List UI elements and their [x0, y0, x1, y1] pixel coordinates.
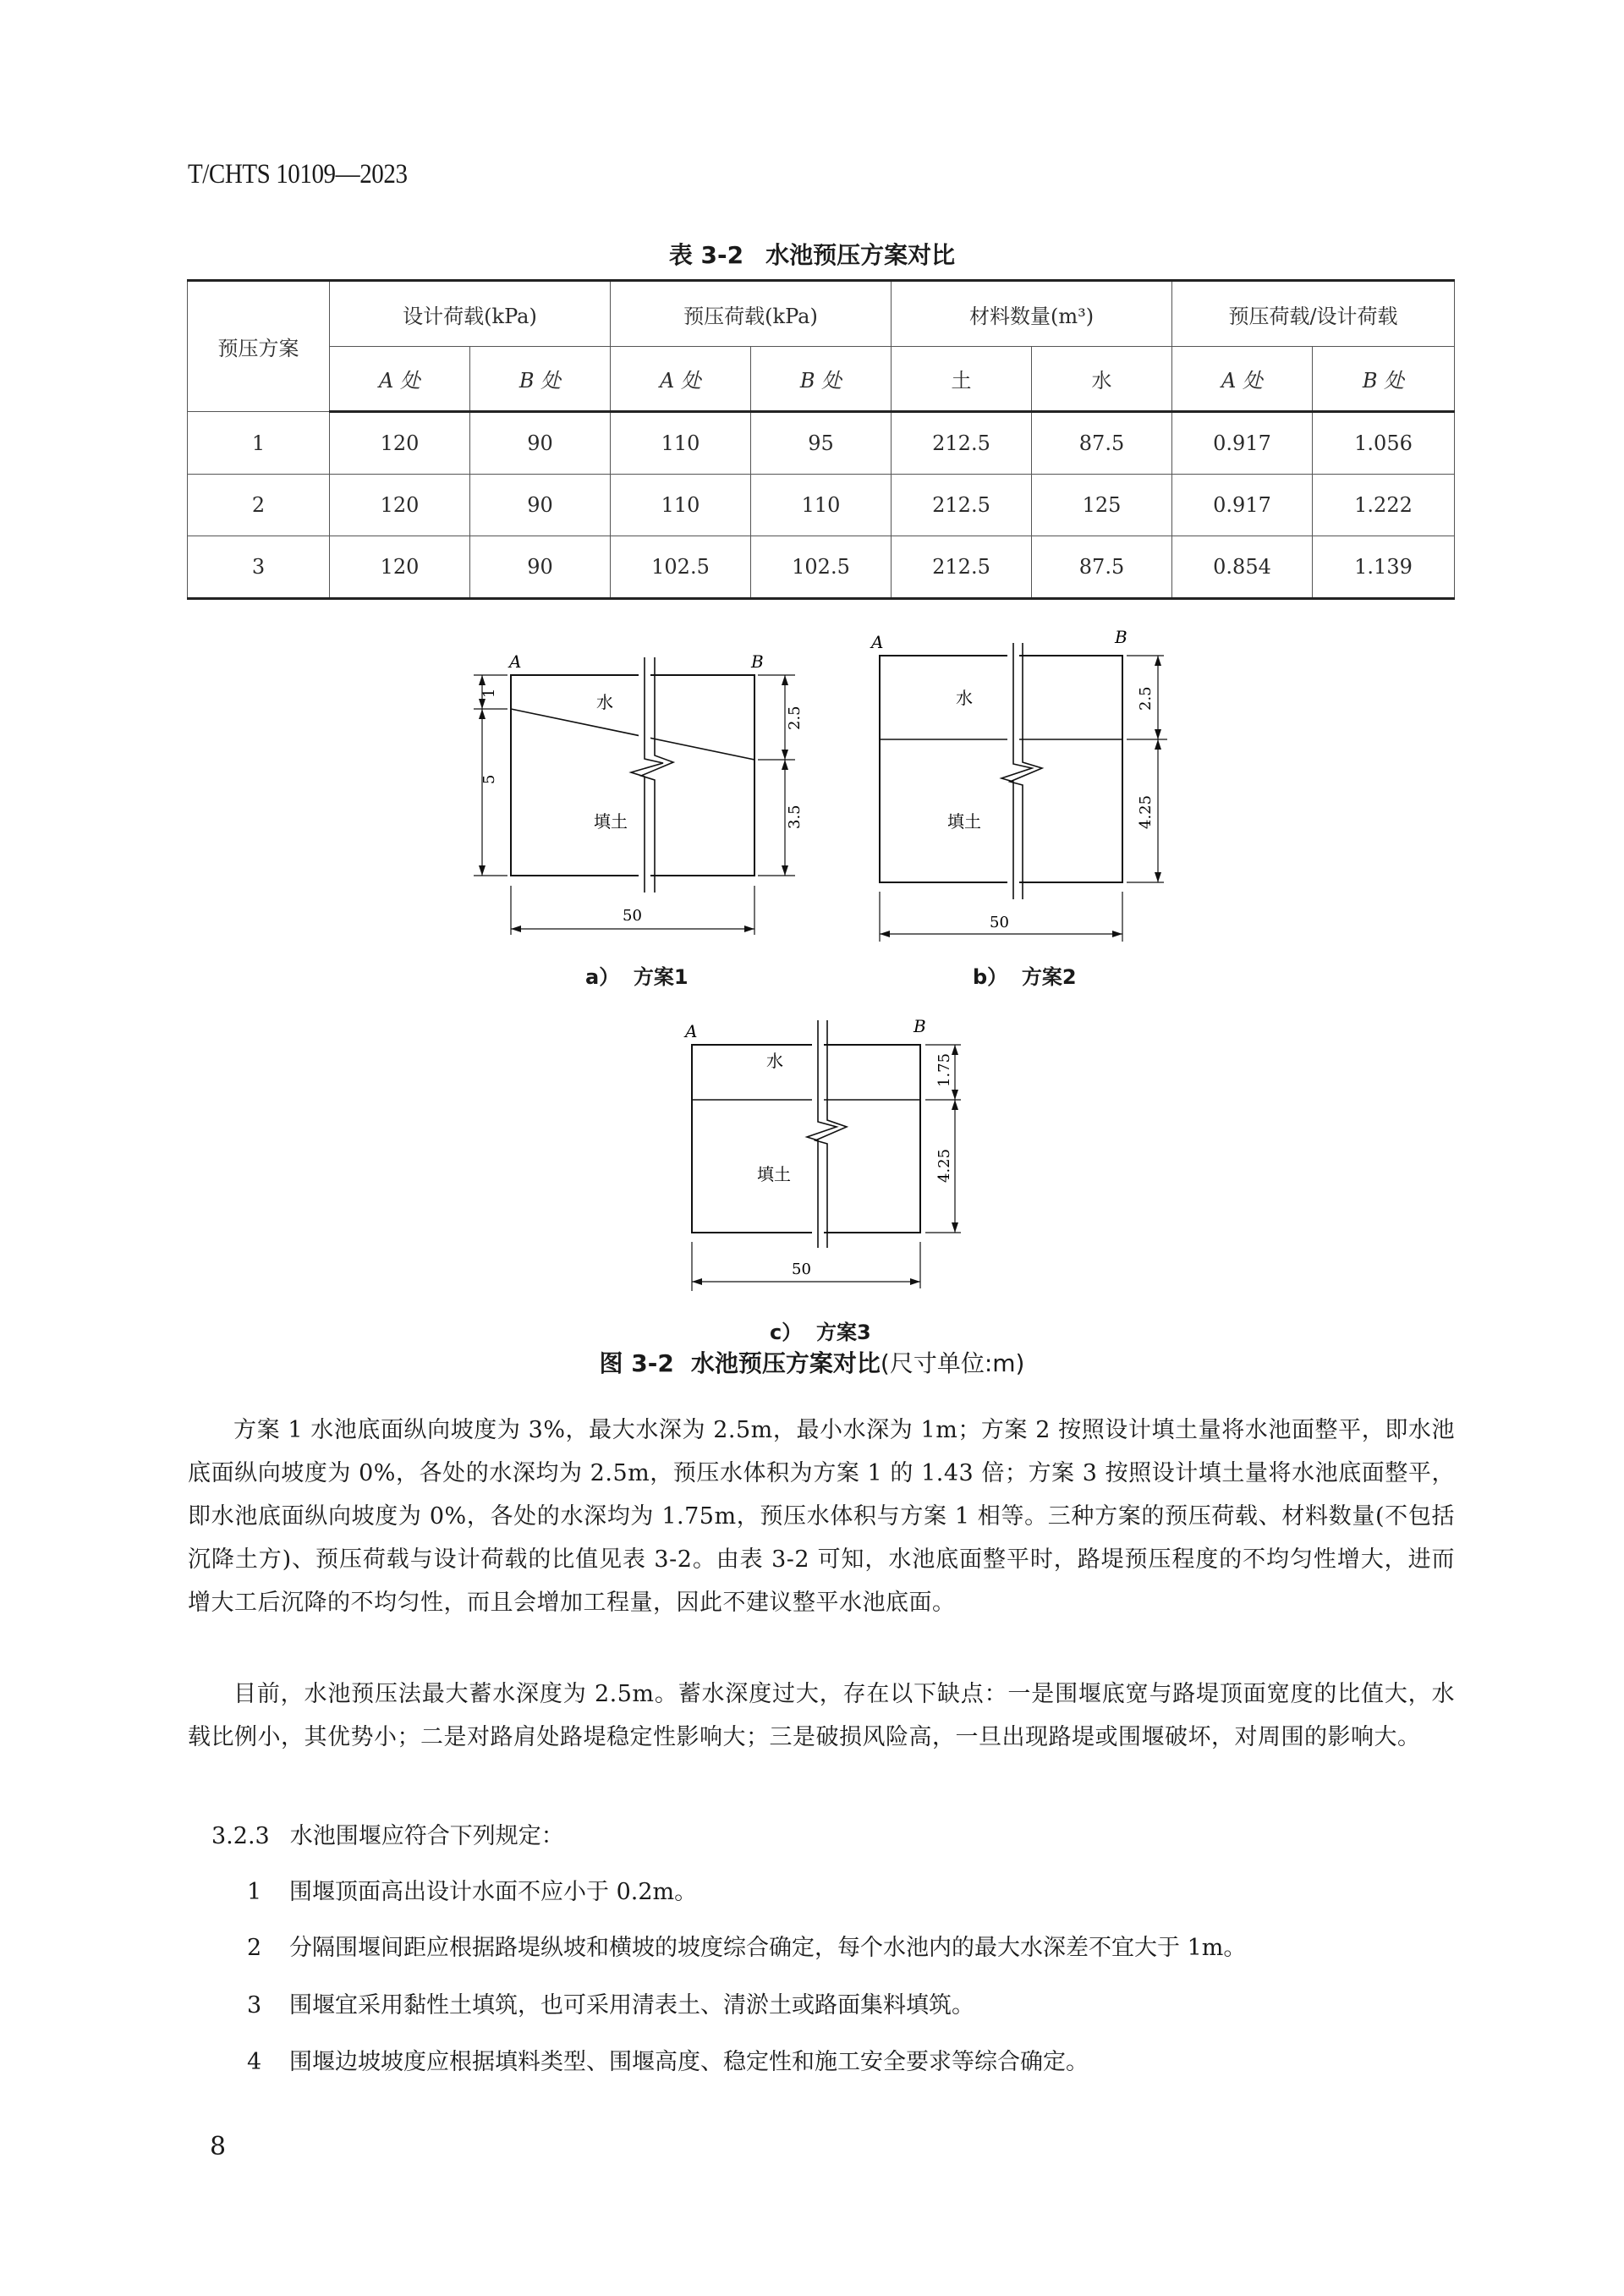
figure-b	[861, 624, 1182, 949]
list-item	[247, 1986, 974, 2019]
figure-c-letter: c）	[770, 1321, 803, 1344]
paragraph-2: 目前，水池预压法最大蓄水深度为 2.5m。蓄水深度过大，存在以下缺点：一是围堰底宽与路堤顶面宽度的比值大，水载比例小，其优势小；二是对路肩处路堤稳定性影响大；三是破损风险高，一旦出现路堤或围堰破坏，对周围的影响大。	[188, 1681, 1455, 1750]
item-number: 2	[247, 1935, 262, 1961]
table-cell: 3	[188, 536, 330, 599]
subheader: B 处	[470, 347, 611, 412]
table-cell: 212.5	[892, 475, 1032, 536]
water-label: 水	[956, 688, 973, 708]
slope-line	[511, 709, 754, 760]
table-cell: 90	[470, 412, 611, 475]
figure-c-drawing	[668, 1007, 990, 1303]
dim-width: 50	[990, 914, 1009, 931]
table-row	[188, 412, 1455, 475]
fill-label: 填土	[757, 1164, 791, 1184]
table-cell: 212.5	[892, 412, 1032, 475]
table-cell: 87.5	[1032, 536, 1172, 599]
point-a-label: A	[685, 1021, 698, 1041]
section-heading	[211, 1817, 564, 1850]
group-header: 材料数量(m³)	[892, 281, 1172, 347]
figure-number: 图 3-2	[599, 1349, 674, 1377]
section-number: 3.2.3	[211, 1823, 270, 1849]
subheader: 水	[1032, 347, 1172, 412]
dim-right-top: 2.5	[786, 706, 804, 730]
point-b-label: B	[751, 651, 764, 672]
table-cell: 1.056	[1313, 412, 1455, 475]
table-row	[188, 536, 1455, 599]
figure-c-title: 方案3	[815, 1321, 871, 1344]
row-header: 预压方案	[188, 281, 330, 412]
fill-label: 填土	[947, 811, 981, 832]
table-header-row	[188, 281, 1455, 347]
item-number: 4	[247, 2049, 262, 2075]
pond-outline	[880, 656, 1122, 882]
dim-right-top: 1.75	[935, 1052, 953, 1087]
list-item	[247, 2043, 1089, 2076]
water-label: 水	[766, 1051, 783, 1071]
figure-a-title: 方案1	[633, 965, 689, 989]
table-cell: 87.5	[1032, 412, 1172, 475]
table-cell: 120	[330, 475, 470, 536]
dim-width: 50	[792, 1261, 811, 1278]
table-cell: 212.5	[892, 536, 1032, 599]
group-header: 设计荷载(kPa)	[330, 281, 611, 347]
subheader: A 处	[1172, 347, 1313, 412]
water-label: 水	[596, 692, 613, 712]
table-row	[188, 475, 1455, 536]
figure-a-letter: a）	[585, 965, 620, 989]
point-b-label: B	[914, 1016, 926, 1036]
figure-b-letter: b）	[973, 965, 1008, 989]
subheader: A 处	[330, 347, 470, 412]
table-cell: 110	[611, 475, 751, 536]
comparison-table	[187, 279, 1455, 600]
table-cell: 110	[751, 475, 892, 536]
table-cell: 125	[1032, 475, 1172, 536]
table-title	[0, 237, 1624, 271]
table-cell: 0.917	[1172, 412, 1313, 475]
figure-a-drawing	[457, 647, 829, 943]
dim-left-top: 1	[480, 688, 498, 698]
item-number: 3	[247, 1992, 262, 2019]
dim-right-top: 2.5	[1137, 686, 1155, 711]
figure-c	[668, 1007, 990, 1306]
table-number: 表 3-2	[668, 241, 744, 269]
dim-right-bottom: 4.25	[1137, 794, 1155, 829]
table-cell: 1.222	[1313, 475, 1455, 536]
table-cell: 0.917	[1172, 475, 1313, 536]
table-cell: 110	[611, 412, 751, 475]
point-b-label: B	[1115, 627, 1127, 647]
figure-a	[457, 647, 829, 947]
group-header: 预压荷载/设计荷载	[1172, 281, 1455, 347]
point-a-label: A	[871, 632, 884, 652]
figure-unit: (尺寸单位:m)	[880, 1349, 1025, 1377]
table-cell: 102.5	[751, 536, 892, 599]
dim-right-bottom: 4.25	[935, 1148, 953, 1183]
table-cell: 1	[188, 412, 330, 475]
table-cell: 90	[470, 475, 611, 536]
page-number: 8	[210, 2132, 227, 2161]
table-cell: 120	[330, 536, 470, 599]
figure-a-caption	[585, 960, 689, 990]
group-header: 预压荷载(kPa)	[611, 281, 892, 347]
item-number: 1	[247, 1879, 262, 1905]
table-subheader-row	[188, 347, 1455, 412]
table-cell: 0.854	[1172, 536, 1313, 599]
subheader: B 处	[751, 347, 892, 412]
table-cell: 95	[751, 412, 892, 475]
list-item	[247, 1873, 697, 1906]
dim-left: 5	[480, 774, 498, 784]
figure-b-caption	[973, 960, 1077, 990]
subheader: A 处	[611, 347, 751, 412]
item-text: 围堰宜采用黏性土填筑，也可采用清表土、清淤土或路面集料填筑。	[289, 1992, 974, 2019]
subheader: B 处	[1313, 347, 1455, 412]
subheader: 土	[892, 347, 1032, 412]
point-a-label: A	[509, 651, 522, 672]
table-cell: 2	[188, 475, 330, 536]
table-cell: 120	[330, 412, 470, 475]
item-text: 围堰边坡坡度应根据填料类型、围堰高度、稳定性和施工安全要求等综合确定。	[289, 2049, 1089, 2075]
figure-b-drawing	[861, 624, 1182, 946]
table-title-text: 水池预压方案对比	[765, 241, 956, 269]
fill-label: 填土	[594, 811, 628, 832]
item-text: 分隔围堰间距应根据路堤纵坡和横坡的坡度综合确定，每个水池内的最大水深差不宜大于 1m。	[289, 1935, 1247, 1961]
section-title: 水池围堰应符合下列规定：	[289, 1823, 564, 1849]
figure-caption	[0, 1345, 1624, 1379]
figure-c-caption	[770, 1316, 871, 1345]
list-item	[247, 1929, 1246, 1962]
dim-width: 50	[623, 907, 642, 925]
item-text: 围堰顶面高出设计水面不应小于 0.2m。	[289, 1879, 698, 1905]
table-cell: 90	[470, 536, 611, 599]
table-cell: 1.139	[1313, 536, 1455, 599]
paragraph-1: 方案 1 水池底面纵向坡度为 3%，最大水深为 2.5m，最小水深为 1m；方案 2 按照设计填土量将水池面整平，即水池底面纵向坡度为 0%，各处的水深均为 2.5m，预压水体积为方案 1 的 1.43 倍；方案 3 按照设计填土量将水池底面整平，即水池底面纵向坡度为 0%，各处的水深均为 1.75m，预压水体积与方案 1 相等。三种方案的预压荷载、材料数量(不包括沉降土方)、预压荷载与设计荷载的比值见表 3-2。由表 3-2 可知，水池底面整平时，路堤预压程度的不均匀性增大，进而增大工后沉降的不均匀性，而且会增加工程量，因此不建议整平水池底面。	[188, 1417, 1455, 1616]
document-id: T/CHTS 10109—2023	[188, 159, 408, 190]
table-cell: 102.5	[611, 536, 751, 599]
dim-right-bottom: 3.5	[786, 805, 804, 829]
figure-title: 水池预压方案对比	[690, 1349, 881, 1377]
figure-b-title: 方案2	[1021, 965, 1077, 989]
